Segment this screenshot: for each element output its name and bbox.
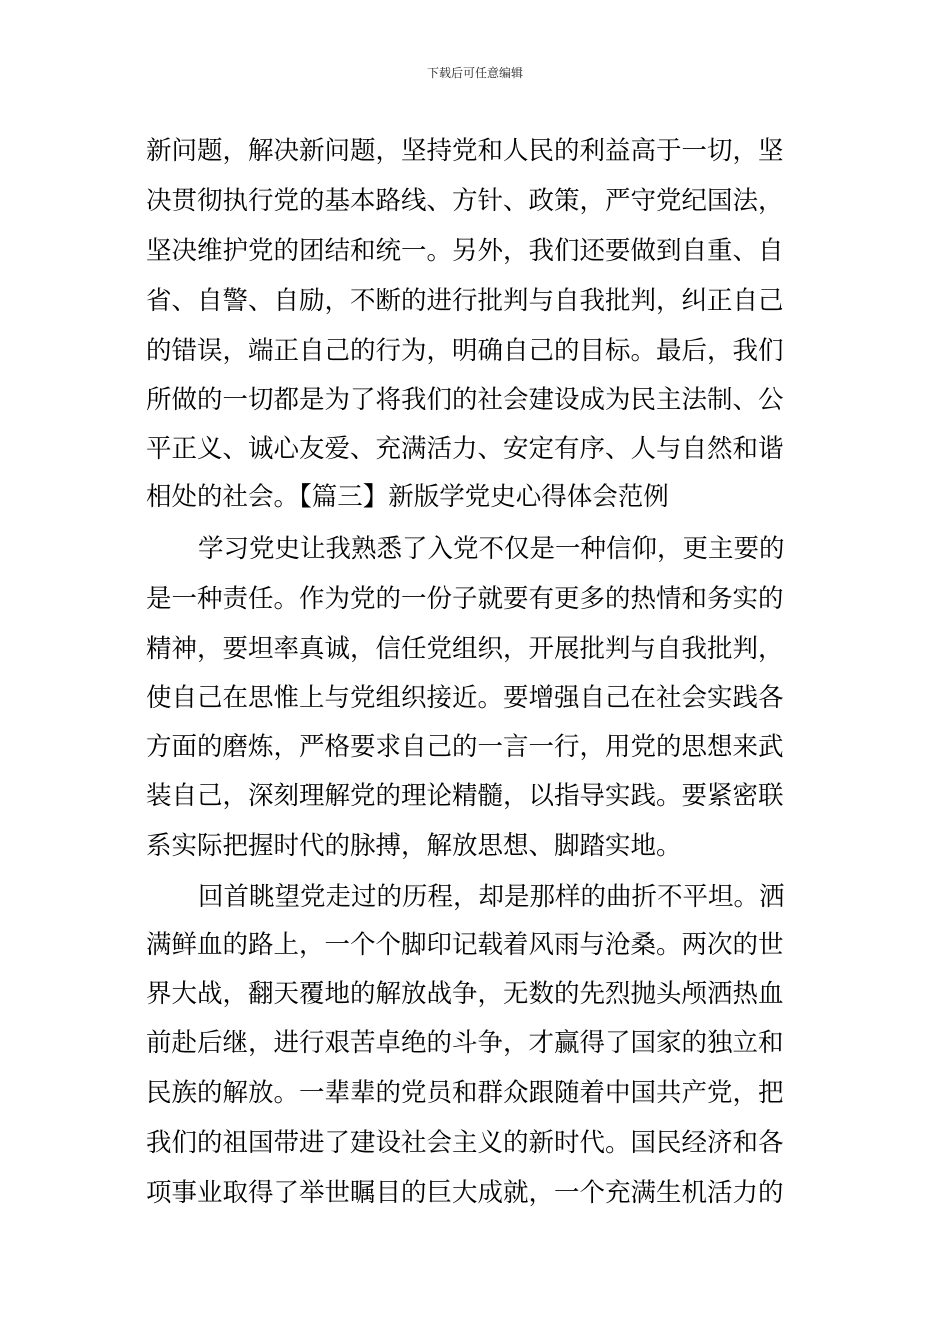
text-line: 装自己，深刻理解党的理论精髓，以指导实践。要紧密联 <box>146 781 784 811</box>
text-line: 决贯彻执行党的基本路线、方针、政策，严守党纪国法， <box>146 186 784 216</box>
text-line: 使自己在思惟上与党组织接近。要增强自己在社会实践各 <box>146 683 784 713</box>
text-line: 坚决维护党的团结和统一。另外，我们还要做到自重、自 <box>146 236 784 266</box>
text-line: 民族的解放。一辈辈的党员和群众跟随着中国共产党，把 <box>146 1078 784 1108</box>
text-line: 满鲜血的路上，一个个脚印记载着风雨与沧桑。两次的世 <box>146 930 784 960</box>
text-line: 相处的社会。【篇三】新版学党史心得体会范例 <box>146 482 669 512</box>
text-line: 是一种责任。作为党的一份子就要有更多的热情和务实的 <box>146 584 784 614</box>
text-line: 平正义、诚心友爱、充满活力、安定有序、人与自然和谐 <box>146 434 784 464</box>
text-line: 新问题，解决新问题，坚持党和人民的利益高于一切，坚 <box>146 136 784 166</box>
text-line: 精神，要坦率真诚，信任党组织，开展批判与自我批判， <box>146 634 784 664</box>
paragraph-first-line: 学习党史让我熟悉了入党不仅是一种信仰，更主要的 <box>198 534 785 564</box>
text-line: 前赴后继，进行艰苦卓绝的斗争，才赢得了国家的独立和 <box>146 1028 784 1058</box>
text-line: 我们的祖国带进了建设社会主义的新时代。国民经济和各 <box>146 1128 784 1158</box>
text-line: 系实际把握时代的脉搏，解放思想、脚踏实地。 <box>146 831 682 861</box>
text-line: 所做的一切都是为了将我们的社会建设成为民主法制、公 <box>146 385 784 415</box>
paragraph-first-line: 回首眺望党走过的历程，却是那样的曲折不平坦。洒 <box>198 882 785 912</box>
text-line: 界大战，翻天覆地的解放战争，无数的先烈抛头颅洒热血 <box>146 979 784 1009</box>
text-line: 方面的磨炼，严格要求自己的一言一行，用党的思想来武 <box>146 732 784 762</box>
text-line: 省、自警、自励，不断的进行批判与自我批判，纠正自己 <box>146 286 784 316</box>
page-header-note: 下载后可任意编辑 <box>426 66 523 80</box>
text-line: 项事业取得了举世瞩目的巨大成就，一个充满生机活力的 <box>146 1178 784 1208</box>
text-line: 的错误，端正自己的行为，明确自己的目标。最后，我们 <box>146 336 784 366</box>
